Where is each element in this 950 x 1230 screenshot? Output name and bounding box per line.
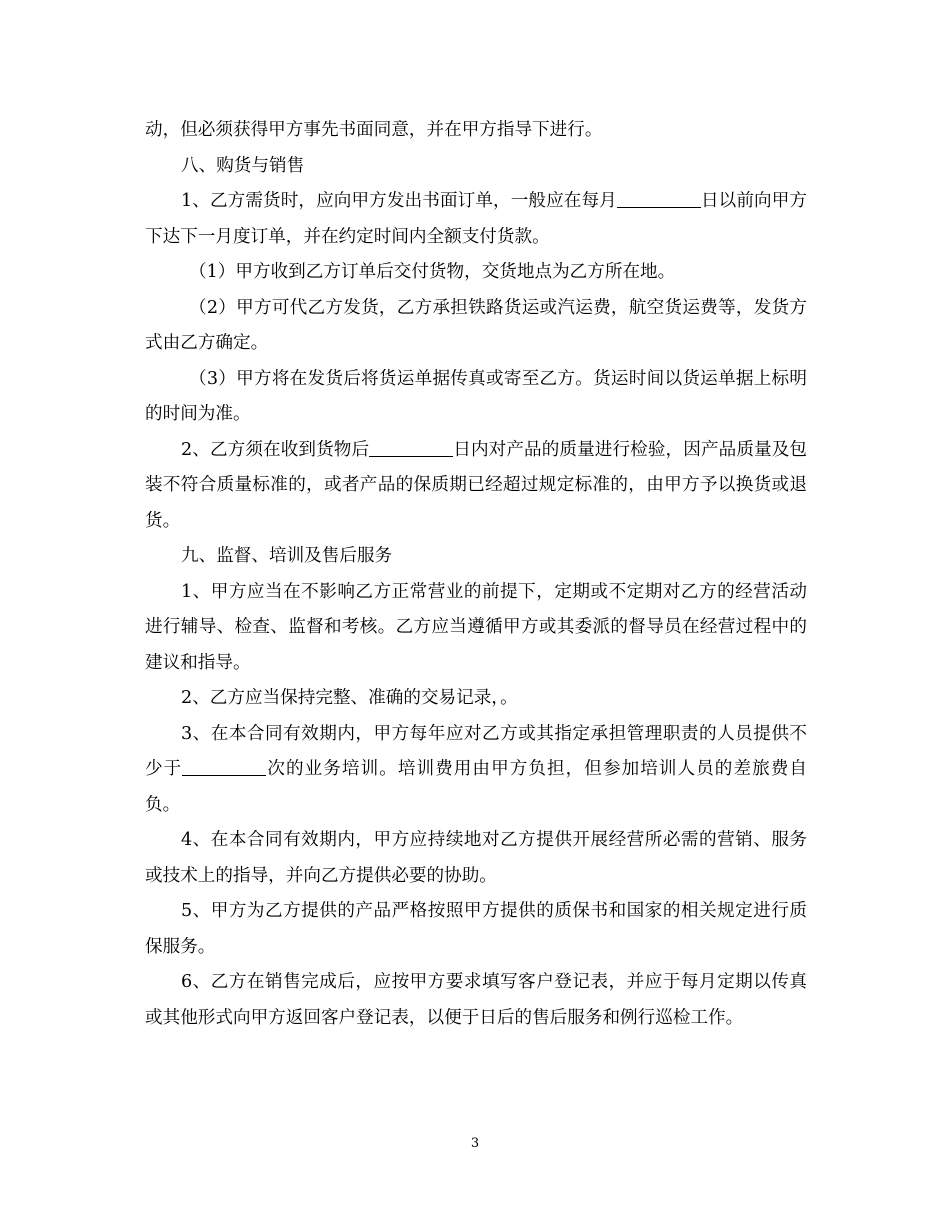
clause-supervision-6 xyxy=(145,965,807,1036)
clause-text: 1、甲方应当在不影响乙方正常营业的前提下，定期或不定期对乙方的经营活动进行辅导、检查、监督和考核。乙方应当遵循甲方或其委派的督导员在经营过程中的建议和指导。 xyxy=(145,581,807,673)
fill-in-blank[interactable] xyxy=(369,438,453,457)
clause-text: （3）甲方将在发货后将货运单据传真或寄至乙方。货运时间以货运单据上标明的时间为准。 xyxy=(145,368,807,424)
clause-text: 5、甲方为乙方提供的产品严格按照甲方提供的质保书和国家的相关规定进行质保服务。 xyxy=(145,901,807,957)
clause-supervision-4 xyxy=(145,823,807,894)
clause-text-part: 2、乙方须在收到货物后 xyxy=(181,439,370,460)
clause-purchase-1-3 xyxy=(145,362,807,433)
clause-supervision-3 xyxy=(145,717,807,824)
clause-text: 2、乙方应当保持完整、准确的交易记录，。 xyxy=(181,688,518,708)
clause-supervision-5 xyxy=(145,894,807,965)
paragraph-continuation xyxy=(145,113,807,149)
clause-text: 4、在本合同有效期内，甲方应持续地对乙方提供开展经营所必需的营销、服务或技术上的指导，并向乙方提供必要的协助。 xyxy=(145,830,807,886)
section-heading-purchase-sales xyxy=(145,149,807,185)
clause-text-part: 次的业务培训。培训费用由甲方负担，但参加培训人员的差旅费自负。 xyxy=(145,759,807,815)
clause-text: （2）甲方可代乙方发货，乙方承担铁路货运或汽运费，航空货运费等，发货方式由乙方确定。 xyxy=(145,297,807,353)
fill-in-blank[interactable] xyxy=(182,757,266,776)
clause-text: 6、乙方在销售完成后，应按甲方要求填写客户登记表，并应于每月定期以传真或其他形式向甲方返回客户登记表，以便于日后的售后服务和例行巡检工作。 xyxy=(145,972,807,1028)
fill-in-blank[interactable] xyxy=(617,189,701,208)
clause-purchase-1-2 xyxy=(145,291,807,362)
clause-text: （1）甲方收到乙方订单后交付货物，交货地点为乙方所在地。 xyxy=(189,262,676,282)
clause-purchase-1-1 xyxy=(145,255,807,291)
document-body xyxy=(145,113,807,1036)
clause-text-part: 日内对产品的质量进行检验，因产品质量及包装不符合质量标准的，或者产品的保质期已经超过规定标准的，由甲方予以换货或退货。 xyxy=(145,439,807,531)
paragraph-text: 动，但必须获得甲方事先书面同意，并在甲方指导下进行。 xyxy=(145,120,603,140)
clause-purchase-2 xyxy=(145,433,807,540)
section-heading-text: 八、购货与销售 xyxy=(181,155,305,176)
clause-supervision-1 xyxy=(145,575,807,682)
clause-text-part: 日以前向甲方下达下一月度订单，并在约定时间内全额支付货款。 xyxy=(145,191,807,247)
clause-text-part: 3、在本合同有效期内，甲方每年应对乙方或其指定承担管理职责的人员提供不少于 xyxy=(145,723,807,779)
section-heading-text: 九、监督、培训及售后服务 xyxy=(181,546,393,566)
section-heading-supervision xyxy=(145,539,807,575)
clause-purchase-1 xyxy=(145,184,807,255)
page-number: 3 xyxy=(470,1136,480,1151)
clause-text-part: 1、乙方需货时，应向甲方发出书面订单，一般应在每月 xyxy=(181,191,617,211)
clause-supervision-2 xyxy=(145,681,807,717)
